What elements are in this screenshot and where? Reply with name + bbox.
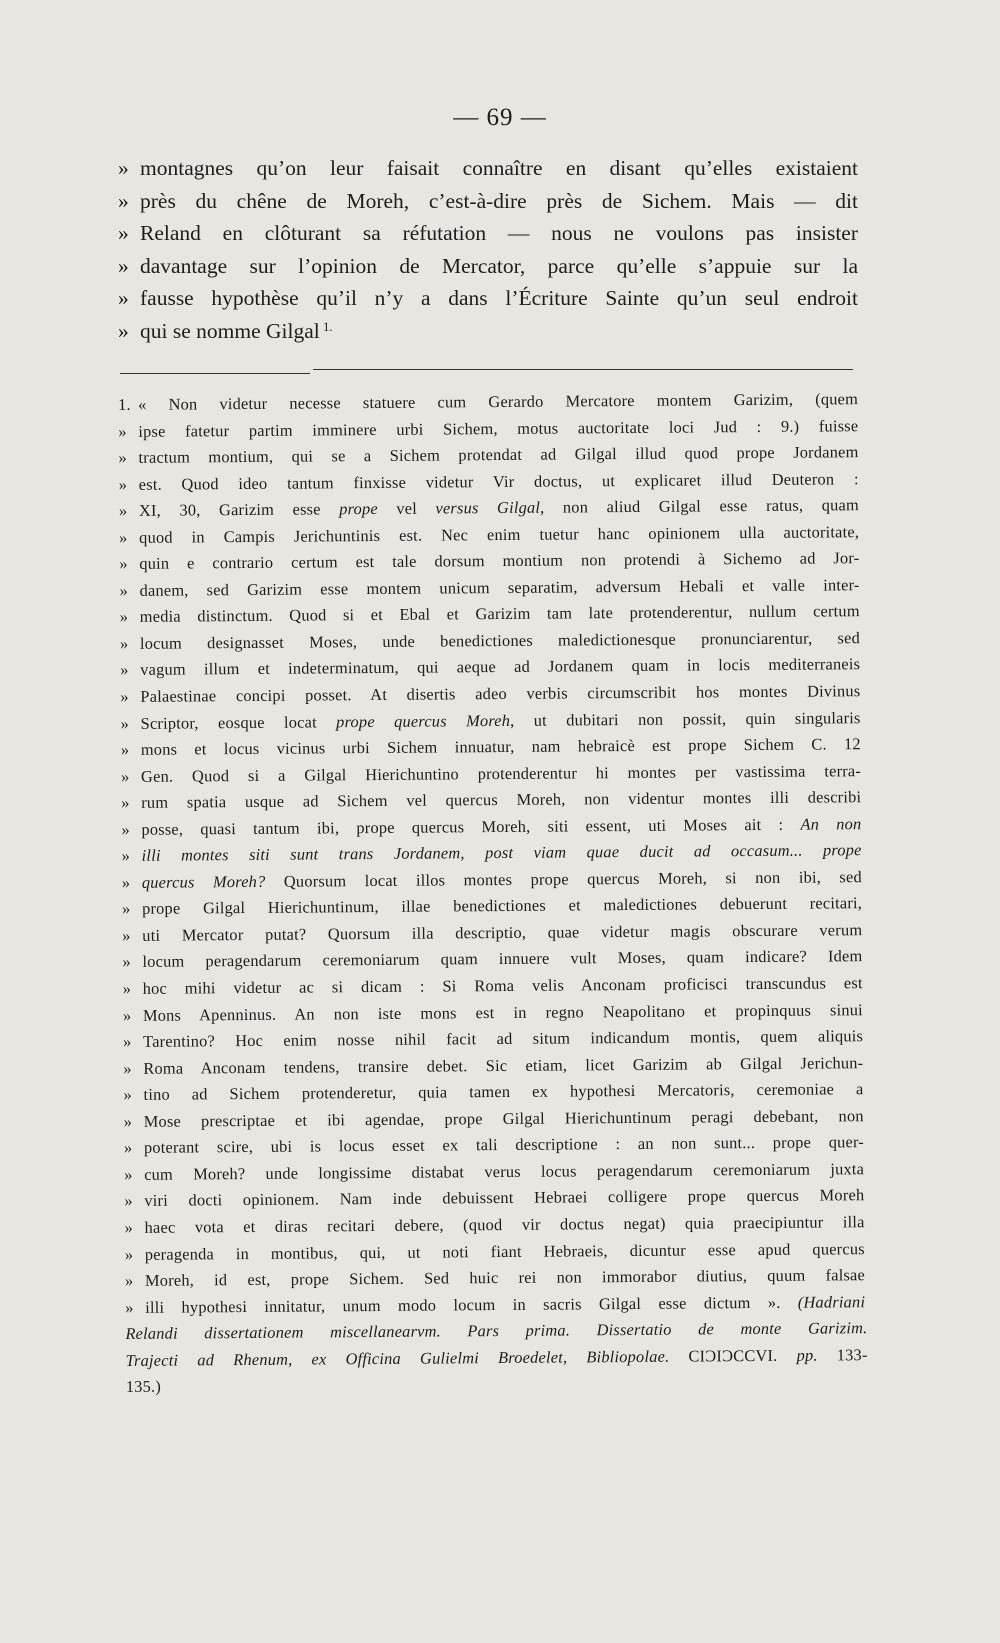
text-content: Mons Apenninus. An non iste mons est in regno Neapolitano et propinquus sinui bbox=[142, 999, 863, 1025]
quote-mark: » bbox=[120, 740, 130, 760]
text-content: montagnes qu’on leur faisait connaître en disant qu’elles existaient bbox=[140, 156, 858, 180]
text-line bbox=[118, 152, 858, 185]
quote-mark: » bbox=[120, 766, 130, 786]
italic-text: Relandi dissertationem miscellanearvm. Pars prima. Dissertatio de monte Garizim. bbox=[125, 1318, 868, 1344]
text-content: peragenda in montibus, qui, ut noti fiant Hebraeis, dicuntur esse apud quercus bbox=[144, 1238, 865, 1264]
text-content: vel bbox=[377, 498, 436, 519]
italic-text: prope quercus Moreh bbox=[336, 710, 511, 731]
text-content: illi hypothesi innitatur, unum modo locum in sacris Gilgal esse dictum ». bbox=[145, 1292, 798, 1317]
quote-mark: » bbox=[122, 925, 131, 945]
quote-mark: » bbox=[118, 474, 128, 494]
quote-mark: » bbox=[123, 1138, 133, 1158]
quote-mark: » bbox=[119, 580, 129, 600]
italic-text: illi montes siti sunt trans Jordanem, post viam quae ducit ad occasum... prope bbox=[141, 840, 862, 866]
text-content: posse, quasi tantum ibi, prope quercus Moreh, siti essent, uti Moses ait : bbox=[141, 814, 801, 839]
footnote-line bbox=[126, 1368, 868, 1400]
quote-mark: » bbox=[119, 607, 129, 627]
quote-mark: » bbox=[120, 660, 129, 680]
quote-mark: » bbox=[121, 899, 131, 919]
text-content: Palaestinae concipi posset. At disertis adeo verbis circumscribit hos montes Divinus bbox=[140, 681, 861, 706]
italic-text: prope bbox=[339, 499, 378, 519]
quote-mark: » bbox=[121, 846, 131, 866]
quote-mark: » bbox=[123, 1032, 132, 1052]
page-number: — 69 — bbox=[453, 104, 547, 131]
text-content: quin e contrario certum est tale dorsum montium non protendi à Sichemo ad Jor- bbox=[139, 548, 860, 574]
text-content: locum peragendarum ceremoniarum quam innuere vult Moses, quam indicare? Idem bbox=[142, 946, 863, 972]
text-content: XI, 30, Garizim esse bbox=[138, 499, 340, 521]
text-content: Moreh, id est, prope Sichem. Sed huic rei non immorabor diutius, quum falsae bbox=[144, 1265, 866, 1290]
text-content: prope Gilgal Hierichuntinum, illae benedictiones et maledictiones debuerunt recitari, bbox=[141, 893, 863, 919]
footnote-reference: 1. bbox=[319, 319, 333, 334]
text-line bbox=[118, 185, 858, 218]
italic-text: (Hadriani bbox=[797, 1291, 866, 1312]
text-content: poterant scire, ubi is locus esset ex tali descriptione : an non sunt... prope quer- bbox=[143, 1132, 864, 1158]
text-content: Scriptor, eosque locat bbox=[140, 711, 337, 733]
text-content: 133- bbox=[817, 1344, 868, 1365]
italic-text: An non bbox=[800, 813, 862, 834]
quote-mark: » bbox=[121, 793, 130, 813]
text-content: media distinctum. Quod si et Ebal et Garizim tam late protenderentur, nullum certum bbox=[139, 601, 860, 627]
text-content: CIƆIƆCCVI. bbox=[669, 1345, 797, 1366]
quote-mark: » bbox=[118, 286, 129, 311]
quote-mark: » bbox=[124, 1217, 134, 1237]
text-content: vagum illum et indeterminatum, qui aeque ad Jordanem quam in locis mediterraneis bbox=[140, 654, 861, 680]
quote-mark: » bbox=[118, 188, 129, 213]
quote-mark: » bbox=[118, 448, 127, 468]
quote-mark: » bbox=[119, 527, 128, 547]
text-content: cum Moreh? unde longissime distabat verus locus peragendarum ceremoniarum juxta bbox=[144, 1159, 865, 1184]
italic-text: versus Gilgal bbox=[435, 497, 541, 518]
text-content: danem, sed Garizim esse montem unicum separatim, adversum Hebali et valle inter- bbox=[139, 575, 860, 600]
italic-text: Trajecti ad Rhenum, ex Officina Gulielmi Broedelet, Bibliopolae. bbox=[125, 1346, 670, 1370]
text-content: viri docti opinionem. Nam inde debuissent Hebraei colligere prope quercus Moreh bbox=[144, 1185, 865, 1211]
quote-mark: » bbox=[118, 156, 129, 180]
quote-mark: » bbox=[122, 1005, 132, 1025]
text-content: quod in Campis Jerichuntinis est. Nec enim tuetur hanc opinionem ulla auctoritate, bbox=[139, 521, 860, 547]
text-content: près du chêne de Moreh, c’est-à-dire près de Sichem. Mais — dit bbox=[140, 188, 858, 213]
text-content: tractum montium, qui se a Sichem protendat ad Gilgal illud quod prope Jordanem bbox=[138, 442, 859, 467]
quote-mark: » bbox=[124, 1191, 133, 1211]
text-content: Reland en clôturant sa réfutation — nous ne voulons pas insister bbox=[140, 221, 858, 246]
text-content: , ut dubitari non possit, quin singularis bbox=[510, 707, 861, 730]
quote-mark: » bbox=[118, 318, 129, 343]
quote-mark: » bbox=[118, 421, 127, 441]
text-content: davantage sur l’opinion de Mercator, parce qu’elle s’appuie sur la bbox=[140, 253, 858, 278]
text-line bbox=[118, 282, 858, 315]
footnote-rule-left bbox=[120, 373, 310, 374]
quote-mark: » bbox=[124, 1244, 134, 1264]
text-content: « Non videtur necesse statuere cum Gerardo Mercatore montem Garizim, (quem bbox=[138, 389, 859, 414]
quote-mark: » bbox=[121, 819, 130, 839]
italic-text: quercus Moreh? bbox=[141, 871, 266, 892]
quote-mark: » bbox=[123, 1058, 132, 1078]
quote-mark: » bbox=[124, 1270, 134, 1291]
text-line bbox=[118, 315, 858, 348]
quote-mark: » bbox=[119, 633, 129, 653]
text-content: haec vota et diras recitari debere, (quod vir doctus negat) quia praecipiuntur illa bbox=[144, 1212, 865, 1237]
main-text bbox=[118, 152, 858, 348]
text-content: tino ad Sichem protenderetur, quia tamen ex hypothesi Mercatoris, ceremoniae a bbox=[143, 1079, 864, 1105]
quote-mark: » bbox=[123, 1085, 132, 1105]
text-content: Roma Anconam tendens, transire debet. Sic etiam, licet Garizim ab Gilgal Jerichun- bbox=[143, 1052, 864, 1078]
text-content: rum spatia usque ad Sichem vel quercus Moreh, non videntur montes illi describi bbox=[141, 787, 862, 813]
text-content: qui se nomme Gilgal bbox=[140, 318, 320, 343]
text-content: ipse fatetur partim imminere urbi Sichem, motus auctoritate loci Jud : 9.) fuisse bbox=[138, 415, 859, 441]
text-content: mons et locus vicinus urbi Sichem innuatur, nam hebraicè est prope Sichem C. 12 bbox=[140, 734, 861, 759]
quote-mark: » bbox=[122, 978, 132, 999]
quote-mark: » bbox=[118, 221, 129, 246]
text-content: uti Mercator putat? Quorsum illa descriptio, quae videtur magis obscurare verum bbox=[142, 920, 863, 945]
quote-mark: » bbox=[124, 1164, 133, 1184]
text-content: fausse hypothèse qu’il n’y a dans l’Écriture Sainte qu’un seul endroit bbox=[140, 286, 858, 311]
italic-text: pp. bbox=[796, 1345, 818, 1365]
quote-mark: » bbox=[121, 872, 131, 892]
quote-mark: » bbox=[118, 253, 129, 278]
footnote-number: 1. bbox=[118, 394, 131, 414]
text-content: locum designasset Moses, unde benedictiones maledictionesque pronunciarentur, sed bbox=[139, 628, 861, 653]
quote-mark: » bbox=[120, 713, 130, 733]
quote-mark: » bbox=[122, 952, 131, 972]
text-content: , non aliud Gilgal esse ratus, quam bbox=[540, 495, 859, 517]
quote-mark: » bbox=[119, 554, 128, 574]
text-line bbox=[118, 250, 858, 283]
text-content: 135.) bbox=[125, 1376, 162, 1397]
quote-mark: » bbox=[125, 1297, 134, 1317]
quote-mark: » bbox=[123, 1111, 133, 1131]
footnote bbox=[118, 386, 866, 1401]
text-content: Mose prescriptae et ibi agendae, prope Gilgal Hierichuntinum peragi debebant, non bbox=[143, 1105, 864, 1131]
footnote-rule-right bbox=[313, 369, 853, 370]
text-line bbox=[118, 217, 858, 250]
text-content: est. Quod ideo tantum finxisse videtur Vir doctus, ut explicaret illud Deuteron : bbox=[138, 468, 859, 494]
text-content: Gen. Quod si a Gilgal Hierichuntino protenderentur hi montes per vastissima terra- bbox=[140, 760, 862, 786]
quote-mark: » bbox=[118, 501, 128, 521]
text-content: Tarentino? Hoc enim nosse nihil facit ad situm indicandum montis, quem aliquis bbox=[143, 1026, 864, 1051]
text-content: Quorsum locat illos montes prope quercus Moreh, si non ibi, sed bbox=[265, 867, 862, 891]
quote-mark: » bbox=[120, 686, 129, 707]
text-content: hoc mihi videtur ac si dicam : Si Roma velis Anconam proficisci transcundus est bbox=[142, 973, 863, 998]
